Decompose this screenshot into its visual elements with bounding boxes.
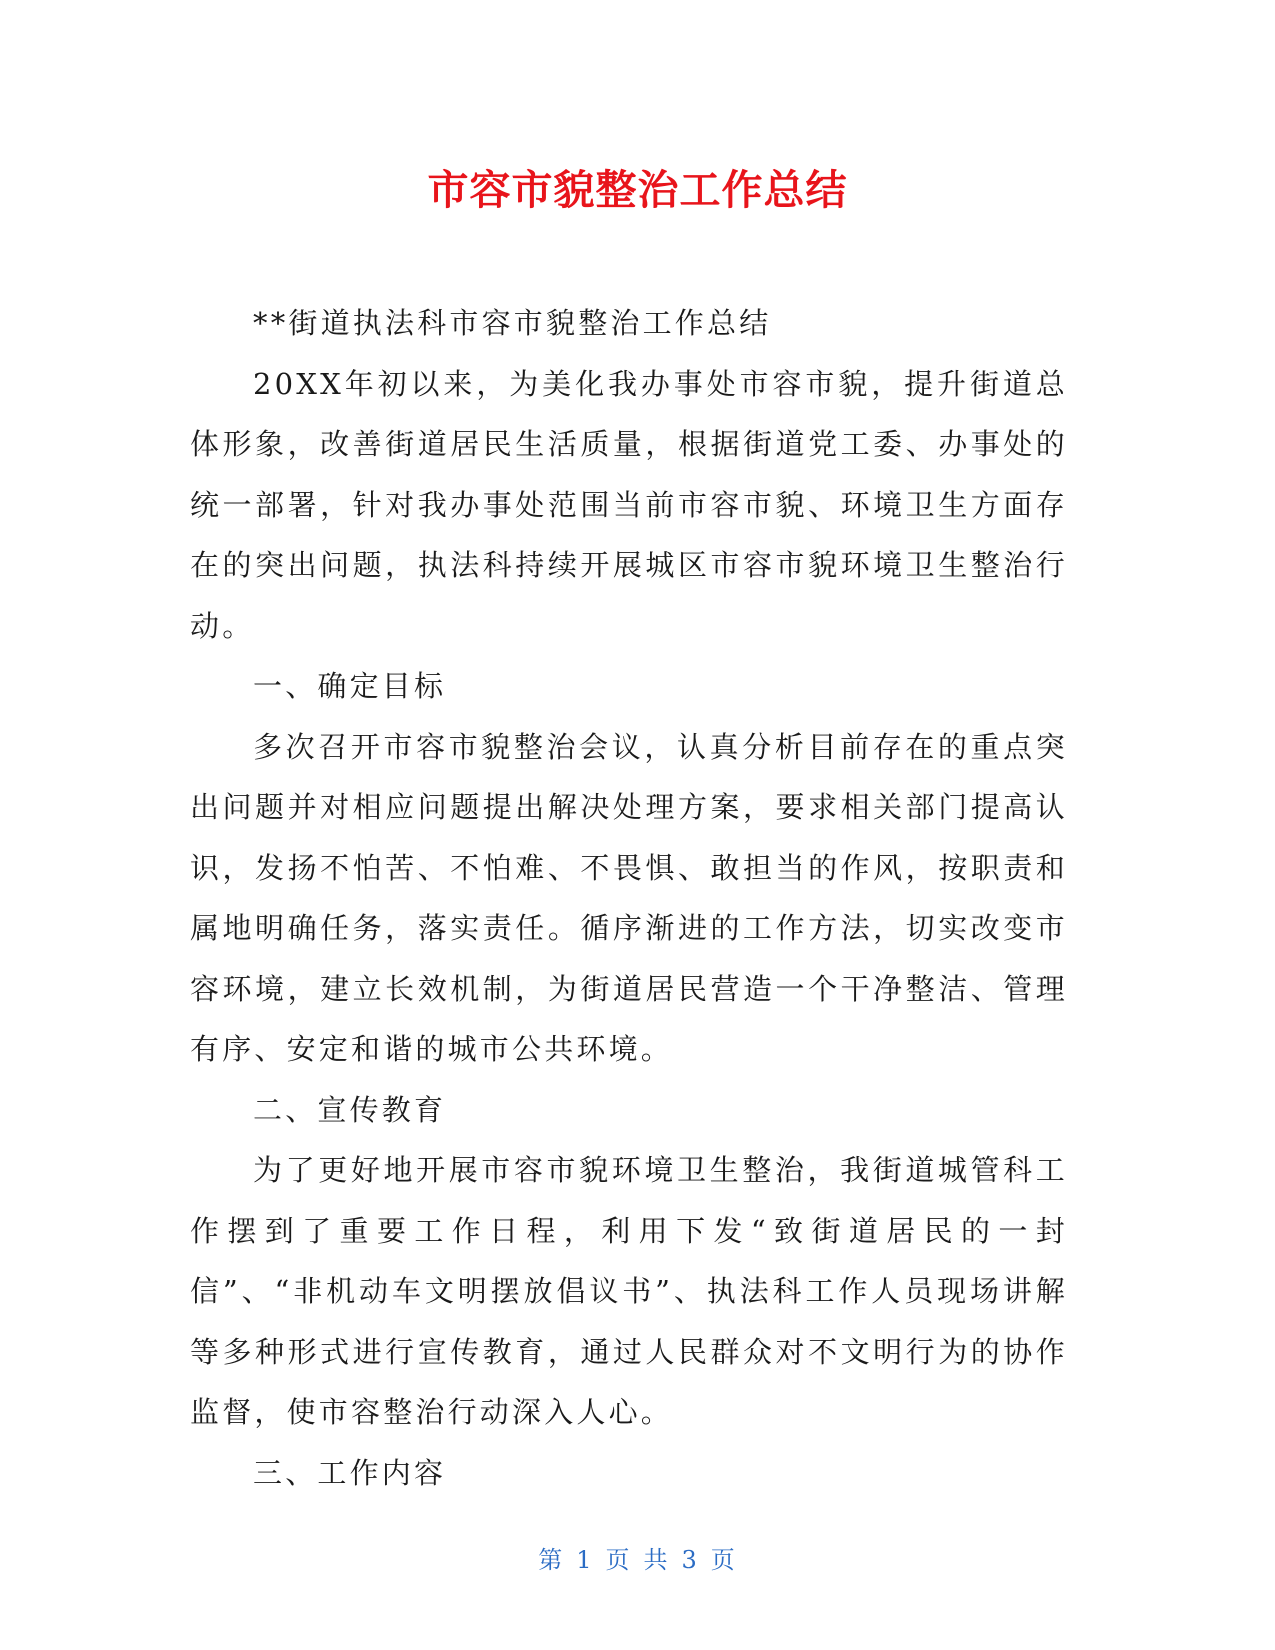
footer-total-label: 共 [643,1546,670,1574]
footer-page-label: 第 [538,1546,565,1574]
section-1-paragraph: 多次召开市容市貌整治会议，认真分析目前存在的重点突出问题并对相应问题提出解决处理方案，要求相关部门提高认识，发扬不怕苦、不怕难、不畏惧、敢担当的作风，按职责和属地明确任务，落实责任。循序渐进的工作方法，切实改变市容环境，建立长效机制，为街道居民营造一个干净整洁、管理有序、安定和谐的城市公共环境。 [190,729,1068,1066]
section-heading-3: 三、工作内容 [253,1455,447,1490]
document-title: 市容市貌整治工作总结 [427,166,848,214]
section-2-paragraph: 为了更好地开展市容市貌环境卫生整治，我街道城管科工作摆到了重要工作日程，利用下发“致街道居民的一封信”、“非机动车文明摆放倡议书”、执法科工作人员现场讲解等多种形式进行宣传教育，通过人民群众对不文明行为的协作监督，使市容整治行动深入人心。 [190,1153,1068,1429]
footer-total-unit: 页 [710,1546,737,1574]
footer-page-unit: 页 [605,1546,632,1574]
subtitle-paragraph: **街道执法科市容市貌整治工作总结 [253,306,772,340]
footer-total-pages: 3 [681,1546,699,1574]
intro-paragraph: 20XX年初以来，为美化我办事处市容市貌，提升街道总体形象，改善街道居民生活质量，根据街道党工委、办事处的统一部署，针对我办事处范围当前市容市貌、环境卫生方面存在的突出问题，执法科持续开展城区市容市貌环境卫生整治行动。 [190,366,1068,643]
section-heading-2: 二、宣传教育 [253,1092,447,1127]
section-heading-1: 一、确定目标 [253,669,447,703]
page-footer [0,1544,1275,1576]
document-body [190,293,1068,1503]
footer-current-page: 1 [576,1546,594,1574]
